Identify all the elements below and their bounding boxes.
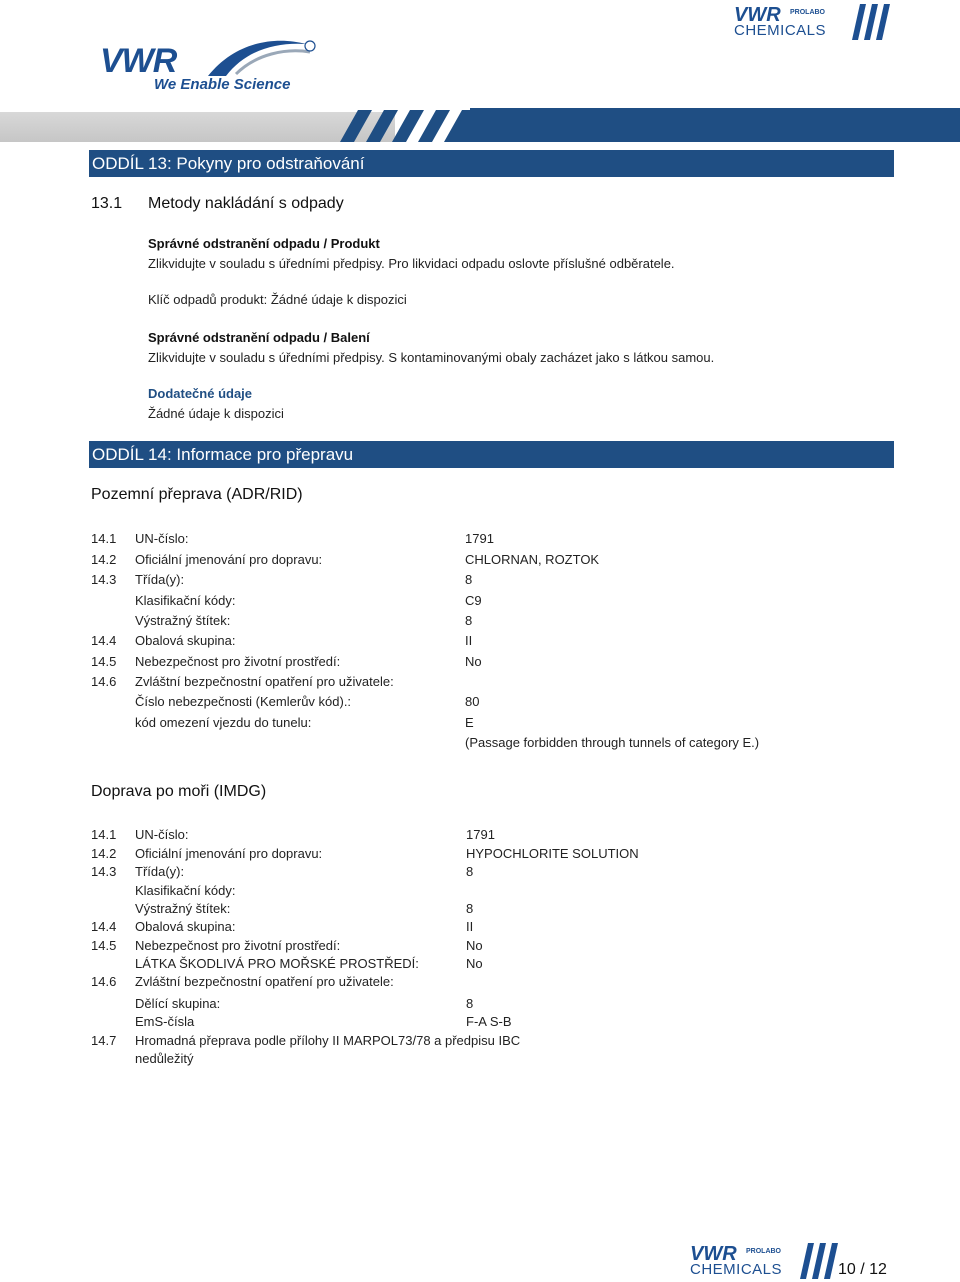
vwr-chemicals-label: CHEMICALS xyxy=(734,22,827,39)
section-14-header: ODDÍL 14: Informace pro přepravu xyxy=(89,441,894,468)
row-label: Nebezpečnost pro životní prostředí: xyxy=(135,938,341,953)
footer-logo-chemicals: CHEMICALS xyxy=(690,1261,783,1278)
footer-logo-brand: VWR xyxy=(690,1243,737,1265)
footer-vwr-chemicals-logo xyxy=(690,1243,840,1279)
adr-title: Pozemní přeprava (ADR/RID) xyxy=(91,486,303,503)
row-label: Klasifikační kódy: xyxy=(135,593,236,608)
row-number: 14.3 xyxy=(91,864,117,879)
row-label: UN-číslo: xyxy=(135,531,189,546)
row-value: CHLORNAN, ROZTOK xyxy=(465,552,600,567)
row-label: kód omezení vjezdu do tunelu: xyxy=(135,715,312,730)
row-value: II xyxy=(466,919,474,934)
table-row xyxy=(0,919,960,937)
table-row xyxy=(0,827,960,845)
row-value: F-A S-B xyxy=(466,1014,512,1029)
row-label: Výstražný štítek: xyxy=(135,901,231,916)
waste-key-text: Klíč odpadů produkt: Žádné údaje k dispozici xyxy=(148,292,407,307)
table-row xyxy=(0,552,960,570)
additional-info-title: Dodatečné údaje xyxy=(148,386,253,401)
section-13-header: ODDÍL 13: Pokyny pro odstraňování xyxy=(89,150,894,177)
row-value: 1791 xyxy=(465,531,494,546)
row-value: No xyxy=(465,654,482,669)
row-label: UN-číslo: xyxy=(135,827,189,842)
footer-stripes-icon xyxy=(800,1243,840,1279)
row-value: (Passage forbidden through tunnels of category E.) xyxy=(465,735,760,750)
table-row xyxy=(0,1051,960,1069)
row-value: C9 xyxy=(465,593,482,608)
row-label: EmS-čísla xyxy=(135,1014,195,1029)
vwr-logo-tagline: We Enable Science xyxy=(154,76,291,93)
row-value: E xyxy=(465,715,474,730)
row-number: 14.2 xyxy=(91,552,117,567)
vwr-logo xyxy=(96,36,316,96)
table-row xyxy=(0,654,960,672)
row-number: 14.7 xyxy=(91,1033,117,1048)
row-value: HYPOCHLORITE SOLUTION xyxy=(466,846,639,861)
row-label: LÁTKA ŠKODLIVÁ PRO MOŘSKÉ PROSTŘEDÍ: xyxy=(135,956,419,971)
table-row xyxy=(0,883,960,901)
row-value: 1791 xyxy=(466,827,495,842)
table-row xyxy=(0,1033,960,1051)
row-label: Obalová skupina: xyxy=(135,919,236,934)
vwr-logo-brand: VWR xyxy=(100,42,177,80)
subsection-number: 13.1 xyxy=(91,195,123,212)
table-row xyxy=(0,593,960,611)
header-band-blue xyxy=(470,108,960,142)
row-number: 14.5 xyxy=(91,938,117,953)
row-value: 8 xyxy=(466,996,474,1011)
table-row xyxy=(0,974,960,992)
row-number: 14.6 xyxy=(91,674,117,689)
page-header xyxy=(0,0,960,145)
header-chevron-icon xyxy=(340,104,480,144)
row-label: Třída(y): xyxy=(135,572,185,587)
row-number: 14.5 xyxy=(91,654,117,669)
row-label: Oficiální jmenování pro dopravu: xyxy=(135,552,323,567)
row-value: 80 xyxy=(465,694,480,709)
table-row xyxy=(0,956,960,974)
product-disposal-title: Správné odstranění odpadu / Produkt xyxy=(148,236,380,251)
row-number: 14.6 xyxy=(91,974,117,989)
table-row xyxy=(0,633,960,651)
row-value: II xyxy=(465,633,473,648)
row-label: Dělící skupina: xyxy=(135,996,221,1011)
packaging-disposal-text: Zlikvidujte v souladu s úředními předpisy. S kontaminovanými obaly zacházet jako s látkou samou. xyxy=(148,350,715,365)
row-label: Nebezpečnost pro životní prostředí: xyxy=(135,654,341,669)
table-row xyxy=(0,674,960,692)
table-row xyxy=(0,531,960,549)
row-number: 14.4 xyxy=(91,919,117,934)
row-value: No xyxy=(466,938,483,953)
row-number: 14.3 xyxy=(91,572,117,587)
row-value: 8 xyxy=(465,572,473,587)
row-label: Zvláštní bezpečnostní opatření pro uživatele: xyxy=(135,674,394,689)
table-row xyxy=(0,864,960,882)
row-value: 8 xyxy=(466,864,474,879)
footer-logo-prolabo: PROLABO xyxy=(746,1248,781,1255)
row-number: 14.1 xyxy=(91,531,117,546)
row-label: Číslo nebezpečnosti (Kemlerův kód).: xyxy=(135,694,352,709)
row-value: 8 xyxy=(465,613,473,628)
row-label: Obalová skupina: xyxy=(135,633,236,648)
table-row xyxy=(0,1014,960,1032)
table-row xyxy=(0,938,960,956)
row-label: Třída(y): xyxy=(135,864,185,879)
additional-info-text: Žádné údaje k dispozici xyxy=(148,406,284,421)
table-row xyxy=(0,613,960,631)
stripes-icon xyxy=(852,4,892,40)
row-number: 14.4 xyxy=(91,633,117,648)
vwr-chemicals-brand: VWR xyxy=(734,4,781,26)
vwr-chemicals-logo xyxy=(734,4,894,40)
table-row xyxy=(0,694,960,712)
row-value: 8 xyxy=(466,901,474,916)
row-value: No xyxy=(466,956,483,971)
row-label: Zvláštní bezpečnostní opatření pro uživatele: xyxy=(135,974,394,989)
row-label: Výstražný štítek: xyxy=(135,613,231,628)
table-row xyxy=(0,996,960,1014)
product-disposal-text: Zlikvidujte v souladu s úředními předpisy. Pro likvidaci odpadu oslovte příslušné odběratele. xyxy=(148,256,675,271)
table-row xyxy=(0,572,960,590)
table-row xyxy=(0,846,960,864)
subsection-title: Metody nakládání s odpady xyxy=(148,195,344,212)
imdg-title: Doprava po moři (IMDG) xyxy=(91,783,267,800)
row-label: Hromadná přeprava podle přílohy II MARPOL73/78 a předpisu IBC xyxy=(135,1033,521,1048)
page-number: 10 / 12 xyxy=(838,1261,887,1278)
table-row xyxy=(0,735,960,753)
row-label: nedůležitý xyxy=(135,1051,194,1066)
row-label: Klasifikační kódy: xyxy=(135,883,236,898)
vwr-chemicals-prolabo: PROLABO xyxy=(790,9,825,16)
table-row xyxy=(0,901,960,919)
row-number: 14.2 xyxy=(91,846,117,861)
packaging-disposal-title: Správné odstranění odpadu / Balení xyxy=(148,330,370,345)
table-row xyxy=(0,715,960,733)
row-number: 14.1 xyxy=(91,827,117,842)
subsection-13-1 xyxy=(91,195,344,213)
header-band-grey xyxy=(0,112,395,142)
row-label: Oficiální jmenování pro dopravu: xyxy=(135,846,323,861)
